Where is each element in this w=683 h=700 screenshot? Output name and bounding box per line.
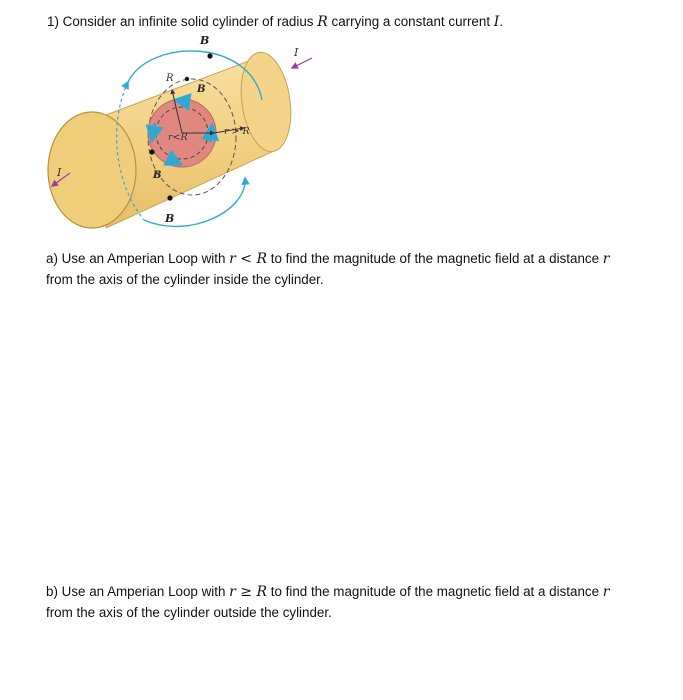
part-a-text-2: to find the magnitude of the magnetic field at a distance: [270, 251, 600, 266]
radius-symbol: R: [317, 14, 328, 30]
b-label-mid: B: [197, 84, 206, 95]
part-a-line-1: [46, 249, 609, 269]
inner-field-arrow-top: [176, 100, 190, 102]
b-label-left: B: [153, 170, 162, 181]
current-label-right: I: [294, 46, 299, 59]
intro-text-middle: carrying a constant current: [331, 14, 491, 29]
field-point-bottom: [167, 195, 172, 200]
intro-text-end: .: [499, 14, 504, 29]
part-a-distance-symbol: r: [602, 251, 610, 267]
cylinder-figure: [40, 30, 330, 240]
inner-region-label: r<R: [168, 132, 188, 143]
current-arrow-right: [292, 58, 312, 68]
part-b-condition: r ≥ R: [229, 584, 268, 600]
part-b-line-2: from the axis of the cylinder outside the cylinder.: [46, 605, 332, 620]
question-number: 1): [47, 14, 59, 29]
inner-field-arrow-right: [210, 126, 212, 142]
current-label-left: I: [57, 166, 62, 179]
b-label-bottom: B: [165, 212, 175, 225]
question-intro: [47, 12, 503, 32]
outer-region-label: r > R: [224, 126, 250, 137]
part-a-label: a): [46, 251, 58, 266]
field-point-mid: [185, 77, 189, 81]
part-b-text-2: to find the magnitude of the magnetic field at a distance: [270, 584, 600, 599]
part-a-condition: r < R: [229, 251, 268, 267]
part-a-text-1: Use an Amperian Loop with: [61, 251, 226, 266]
field-point-top: [207, 53, 212, 58]
part-b-label: b): [46, 584, 58, 599]
part-b-distance-symbol: r: [602, 584, 610, 600]
radius-label: R: [166, 73, 174, 84]
field-point-left: [149, 149, 154, 154]
part-b-line-1: [46, 582, 609, 602]
b-label-top: B: [200, 34, 210, 47]
part-a-line-2: from the axis of the cylinder inside the cylinder.: [46, 272, 324, 287]
current-symbol: I: [493, 14, 500, 30]
part-b-text-1: Use an Amperian Loop with: [61, 584, 226, 599]
intro-text-prefix: Consider an infinite solid cylinder of radius: [62, 14, 314, 29]
